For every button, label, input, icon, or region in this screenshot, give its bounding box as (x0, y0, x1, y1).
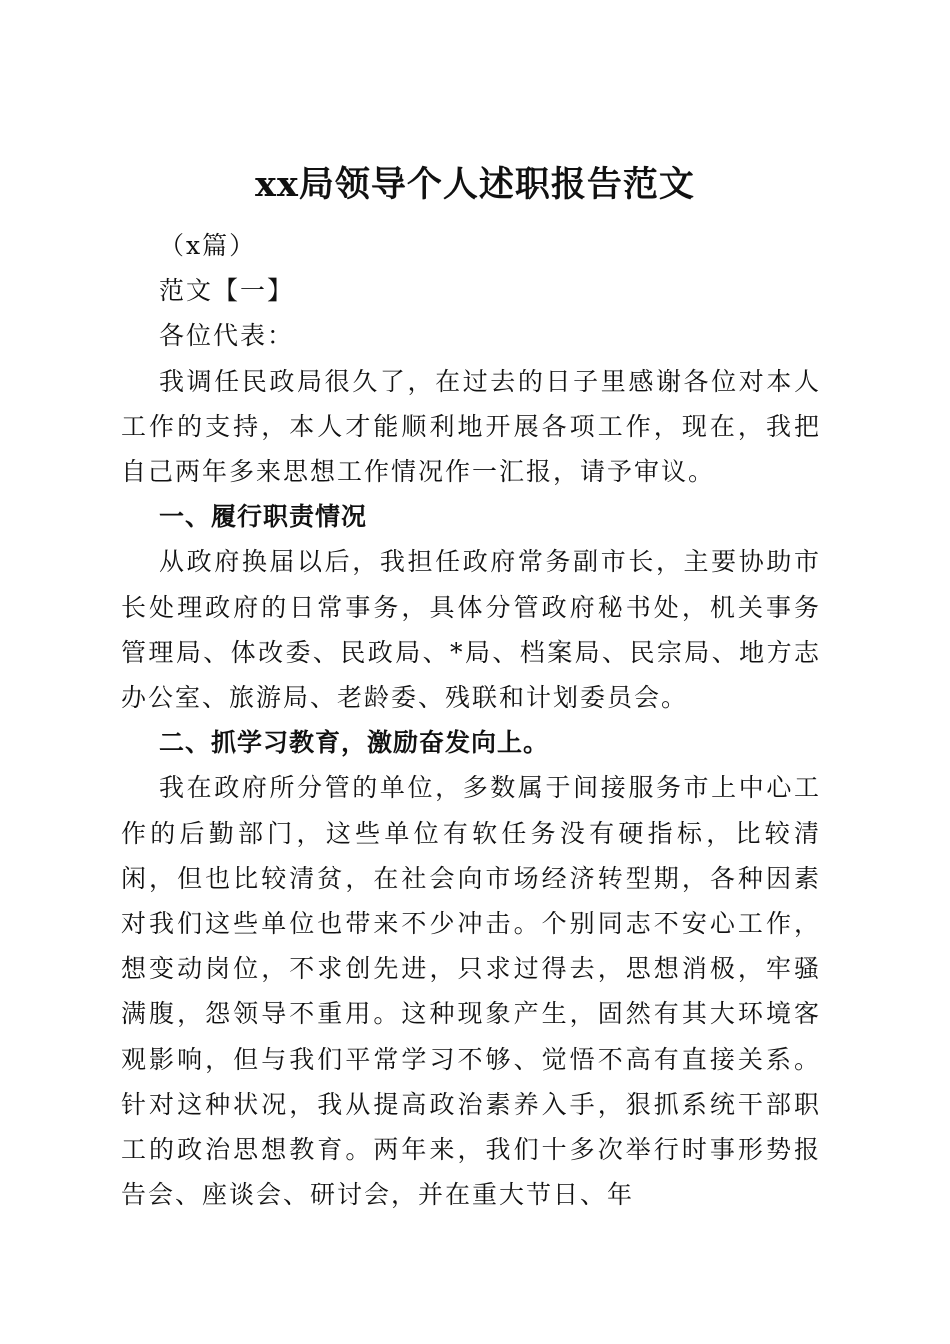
salutation: 各位代表： (159, 321, 295, 351)
duties-paragraph: 从政府换届以后，我担任政府常务副市长，主要协助市长处理政府的日常事务，具体分管政府秘书处，机关事务管理局、体改委、民政局、*局、档案局、民宗局、地方志办公室、旅游局、老龄委、残联和计划委员会。 (121, 547, 821, 713)
intro-paragraph: 我调任民政局很久了，在过去的日子里感谢各位对本人工作的支持，本人才能顺利地开展各项工作，现在，我把自己两年多来思想工作情况作一汇报，请予审议。 (121, 366, 821, 487)
document-title: xx局领导个人述职报告范文 (255, 164, 695, 206)
section-heading-2: 二、抓学习教育，激励奋发向上。 (159, 728, 550, 758)
subtitle-count: （x篇） (159, 231, 257, 260)
section-label: 范文【一】 (159, 276, 295, 306)
document-body (121, 223, 821, 1217)
education-paragraph: 我在政府所分管的单位，多数属于间接服务市上中心工作的后勤部门，这些单位有软任务没有硬指标，比较清闲，但也比较清贫，在社会向市场经济转型期，各种因素对我们这些单位也带来不少冲击。个别同志不安心工作，想变动岗位，不求创先进，只求过得去，思想消极，牢骚满腹，怨领导不重用。这种现象产生，固然有其大环境客观影响，但与我们平常学习不够、觉悟不高有直接关系。针对这种状况，我从提高政治素养入手，狠抓系统干部职工的政治思想教育。两年来，我们十多次举行时事形势报告会、座谈会、研讨会，并在重大节日、年 (121, 773, 821, 1210)
section-heading-1: 一、履行职责情况 (159, 502, 368, 532)
